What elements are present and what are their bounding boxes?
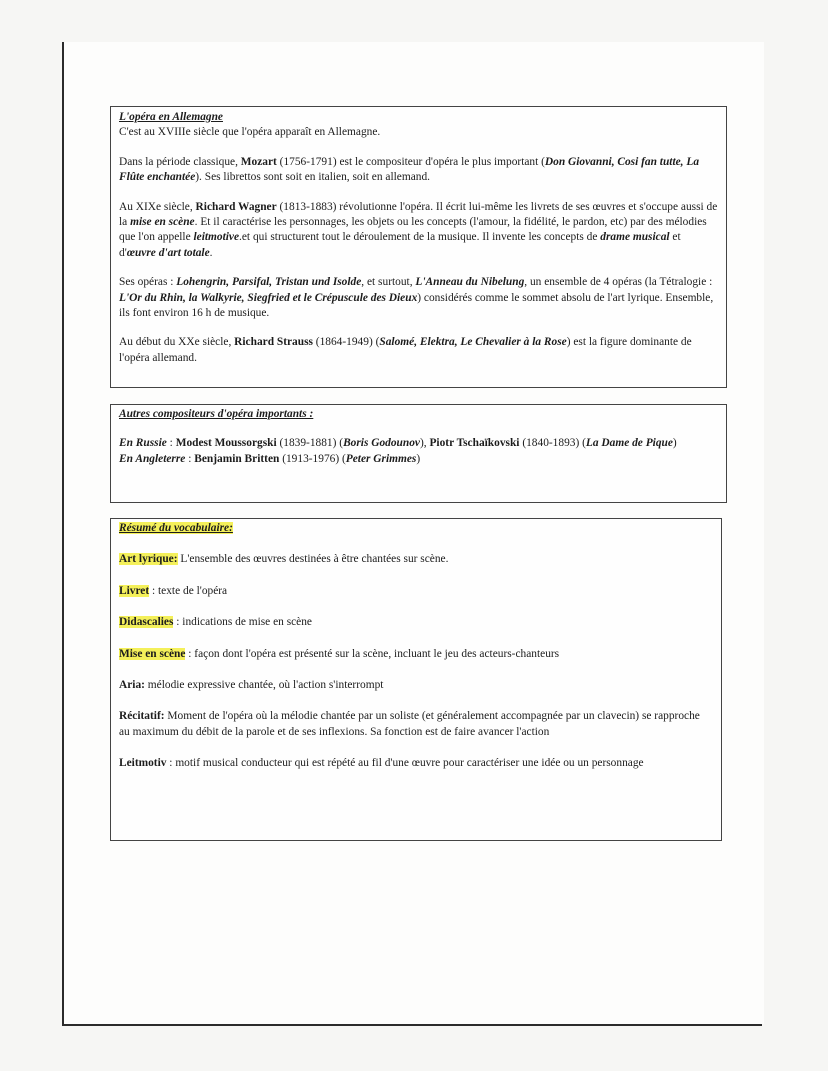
vocab-term: Aria	[119, 679, 142, 692]
vocab-definition: : motif musical conducteur qui est répété au fil d'une œuvre pour caractériser une idée ou un personnage	[166, 757, 644, 770]
vocab-definition: mélodie expressive chantée, où l'action s'interrompt	[144, 679, 384, 692]
composer-name: Richard Strauss	[234, 336, 313, 349]
works: L'Or du Rhin, la Walkyrie, Siegfried et le Crépuscule des Dieux	[119, 291, 418, 304]
text: (1913-1976) (	[279, 452, 346, 465]
works: Peter Grimmes	[345, 452, 417, 465]
term: drame musical	[600, 231, 670, 244]
text: )	[672, 437, 677, 450]
works: L'Anneau du Nibelung	[415, 276, 525, 289]
section-vocabulaire	[110, 518, 722, 841]
term: mise en scène	[130, 216, 195, 229]
vocab-definition: : indications de mise en scène	[173, 616, 312, 629]
vocab-term: Leitmotiv	[119, 757, 167, 770]
term: œuvre d'art totale	[126, 246, 210, 259]
vocab-term: Mise en scène	[119, 647, 186, 660]
vocab-definition: Moment de l'opéra où la mélodie chantée par un soliste (et généralement accompagnée par un clavecin) se rapproche au maximum du débit de la parole et de ses inflexions. Sa fonction est de faire avancer l'action	[119, 710, 700, 738]
vocab-definition: : texte de l'opéra	[149, 584, 228, 597]
country-label: En Angleterre	[119, 452, 186, 465]
works: Lohengrin, Parsifal, Tristan und Isolde	[176, 276, 362, 289]
text: (1839-1881) (	[276, 437, 344, 450]
text: . Et il caractérise les personnages, les objets ou les concepts (l'amour, la fidélité, le pardon, etc) par des mélodies que l'on appelle	[119, 216, 707, 244]
works: Salomé, Elektra, Le Chevalier à la Rose	[379, 336, 567, 349]
vocab-item	[119, 756, 713, 771]
text: Au XIXe siècle,	[119, 200, 196, 213]
section-title	[119, 407, 718, 422]
vocab-term: Didascalies	[119, 616, 174, 629]
text: .	[209, 246, 213, 259]
text: (1840-1893) (	[519, 437, 586, 450]
page-edge-bottom	[62, 1024, 762, 1026]
vocab-item	[119, 709, 713, 740]
vocab-term: Récitatif	[119, 710, 161, 723]
composer-name: Modest Moussorgski	[175, 437, 277, 450]
composer-name: Piotr Tschaïkovski	[429, 437, 520, 450]
section-title	[119, 110, 718, 125]
vocab-definition: : façon dont l'opéra est présenté sur la scène, incluant le jeu des acteurs-chanteurs	[185, 647, 560, 660]
text: Ses opéras :	[119, 276, 177, 289]
vocab-definition: L'ensemble des œuvres destinées à être chantées sur scène.	[177, 553, 449, 566]
text: (1864-1949) (	[312, 336, 380, 349]
text: Dans la période classique,	[119, 155, 241, 168]
wagner-operas-paragraph	[119, 275, 718, 321]
mozart-paragraph	[119, 155, 718, 186]
text: :	[166, 437, 176, 450]
text: )	[416, 452, 421, 465]
term: leitmotive	[193, 231, 240, 244]
vocab-item	[119, 584, 713, 599]
text: ). Ses librettos sont soit en italien, soit en allemand.	[195, 171, 431, 184]
strauss-paragraph	[119, 335, 718, 366]
text: ) est la figure dominante de l'opéra allemand.	[119, 336, 692, 364]
text: (1756-1791) est le compositeur d'opéra le plus important (	[276, 155, 545, 168]
section-title	[119, 521, 713, 536]
wagner-paragraph	[119, 200, 718, 262]
composer-name: Mozart	[240, 155, 277, 168]
text: ) considérés comme le sommet absolu de l'art lyrique. Ensemble, ils font environ 16 h de musique.	[119, 291, 714, 320]
text: , un ensemble de 4 opéras (la Tétralogie :	[524, 276, 713, 289]
vocab-item	[119, 647, 713, 662]
vocab-item	[119, 615, 713, 630]
composer-name: Benjamin Britten	[194, 452, 280, 465]
section-title-text: Autres compositeurs d'opéra importants :	[119, 408, 314, 420]
works: La Dame de Pique	[585, 437, 673, 450]
text: et d'	[119, 231, 681, 259]
intro-paragraph: C'est au XVIIIe siècle que l'opéra apparaît en Allemagne.	[119, 126, 381, 139]
country-label: En Russie	[119, 437, 167, 450]
section-autres-compositeurs	[110, 404, 727, 503]
section-title-text: L'opéra en Allemagne	[119, 111, 223, 123]
vocab-term: Livret	[119, 584, 150, 597]
text: (1813-1883) révolutionne l'opéra. Il écrit lui-même les livrets de ses œuvres et s'occupe aussi de la	[119, 200, 718, 229]
vocab-term: Art lyrique:	[119, 553, 178, 566]
text: :	[185, 452, 195, 465]
text: .et qui structurent tout le déroulement de la musique. Il invente les concepts de	[239, 231, 601, 244]
composer-name: Richard Wagner	[195, 200, 277, 213]
text: ),	[419, 437, 430, 450]
vocab-term-suffix: :	[141, 679, 145, 692]
england-line	[119, 452, 718, 467]
works: Don Giovanni, Cosi fan tutte, La Flûte enchantée	[119, 155, 700, 184]
works: Boris Godounov	[343, 437, 420, 450]
russia-line	[119, 436, 718, 451]
text: , et surtout,	[361, 276, 416, 289]
section-title-text: Résumé du vocabulaire:	[119, 522, 233, 534]
vocab-item	[119, 552, 713, 567]
vocab-item	[119, 678, 713, 693]
vocab-term-suffix: :	[160, 710, 165, 723]
section-opera-allemagne	[110, 106, 727, 388]
text: Au début du XXe siècle,	[119, 336, 235, 349]
